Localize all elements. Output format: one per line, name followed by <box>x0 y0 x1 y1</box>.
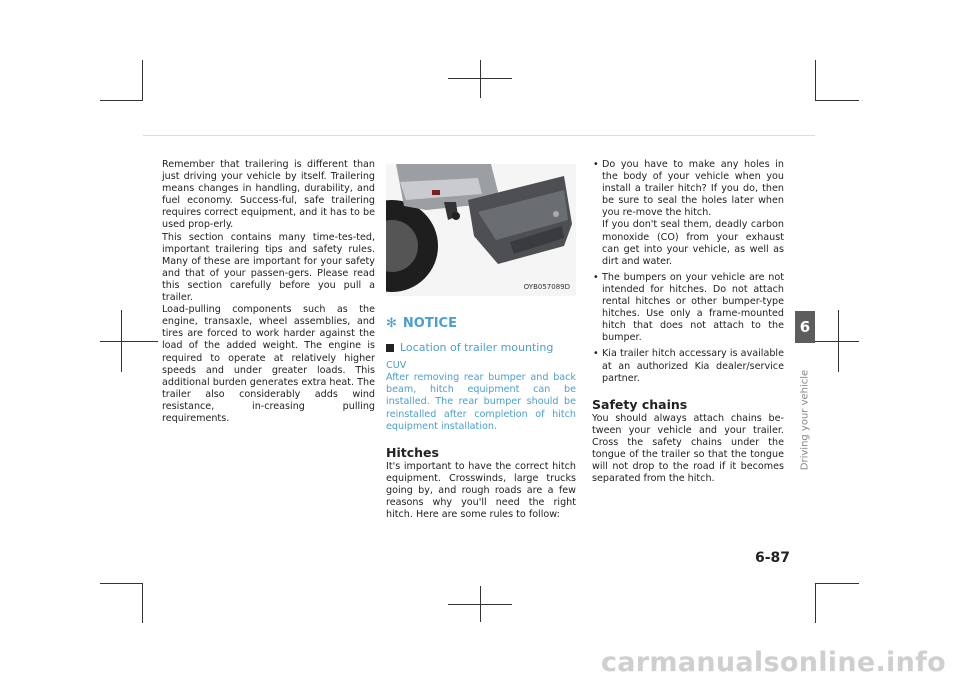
notice-subheading <box>386 342 576 354</box>
rules-column <box>592 159 784 485</box>
hitches-text: It's important to have the correct hitch equipment. Crosswinds, large trucks going by, and rough roads are a few reasons why you'll need the right hitch. Here are some rules to follow: <box>386 460 576 521</box>
asterisk-icon: ✻ <box>386 316 397 331</box>
notice-column <box>386 164 576 521</box>
list-item <box>592 272 784 345</box>
bullet-extra: If you don't seal them, deadly carbon monoxide (CO) from your exhaust can get into your vehicle, as well as dirt and water. <box>602 219 784 267</box>
safety-chains-text: You should always attach chains be-tween your vehicle and your trailer. Cross the safety chains under the tongue of the trailer so that the tongue will not drop to the road if it becomes separated from the hitch. <box>592 412 784 485</box>
chapter-title: Driving your vehicle <box>799 369 811 471</box>
figure-label: OYB057089D <box>523 282 570 291</box>
list-item <box>592 348 784 384</box>
watermark: carmanualsonline.info <box>600 647 946 678</box>
chapter-tab: 6 <box>795 311 815 343</box>
header-rule <box>143 135 815 136</box>
bullet-text: • Kia trailer hitch accessary is available at an authorized Kia dealer/service partner. <box>602 348 784 384</box>
notice-vehicle-type: CUV <box>386 360 407 372</box>
safety-chains-heading: Safety chains <box>592 396 688 412</box>
body-paragraph: Load-pulling components such as the engine, transaxle, wheel assemblies, and tires are forced to work harder against the load of the added weight. The engine is required to operate at relatively higher speeds and under greater loads. This additional burden generates extra heat. The trailer also considerably adds wind resistance, in-creasing pulling requirements. <box>162 304 375 424</box>
notice-text: After removing rear bumper and back beam, hitch equipment can be installed. The rear bumper should be reinstalled after completion of hitch equipment installation. <box>386 372 576 432</box>
hitch-bumper-drawing <box>386 164 576 296</box>
bullet-text: • Do you have to make any holes in the body of your vehicle when you install a trailer hitch? If you do, then be sure to seal the holes later when you re-move the hitch. <box>602 159 784 219</box>
bullet-text: • The bumpers on your vehicle are not intended for hitches. Do not attach rental hitches or other bumper-type hitches. Use only a frame-mounted hitch that does not attach to the bumper. <box>602 271 784 344</box>
list-item <box>592 159 784 268</box>
notice-title: NOTICE <box>402 316 457 331</box>
intro-column <box>162 159 375 425</box>
body-paragraph: This section contains many time-tes-ted, important trailering tips and safety rules. Many of these are important for your safety and that of your passen-gers. Please read this section carefully before you pull a trailer. <box>162 231 375 304</box>
notice-heading <box>386 318 576 330</box>
trailer-hitch-illustration <box>386 164 576 296</box>
body-paragraph: Remember that trailering is different than just driving your vehicle by itself. Trailering means changes in handling, durability, and fuel economy. Success-ful, safe trailering requires correct equipment, and it has to be used prop-erly. <box>162 159 375 231</box>
hitch-rules-list <box>592 159 784 385</box>
hitches-heading: Hitches <box>386 444 439 460</box>
notice-subtitle: Location of trailer mounting <box>400 341 554 355</box>
square-bullet-icon <box>386 344 394 352</box>
page-number: 6-87 <box>755 550 791 566</box>
